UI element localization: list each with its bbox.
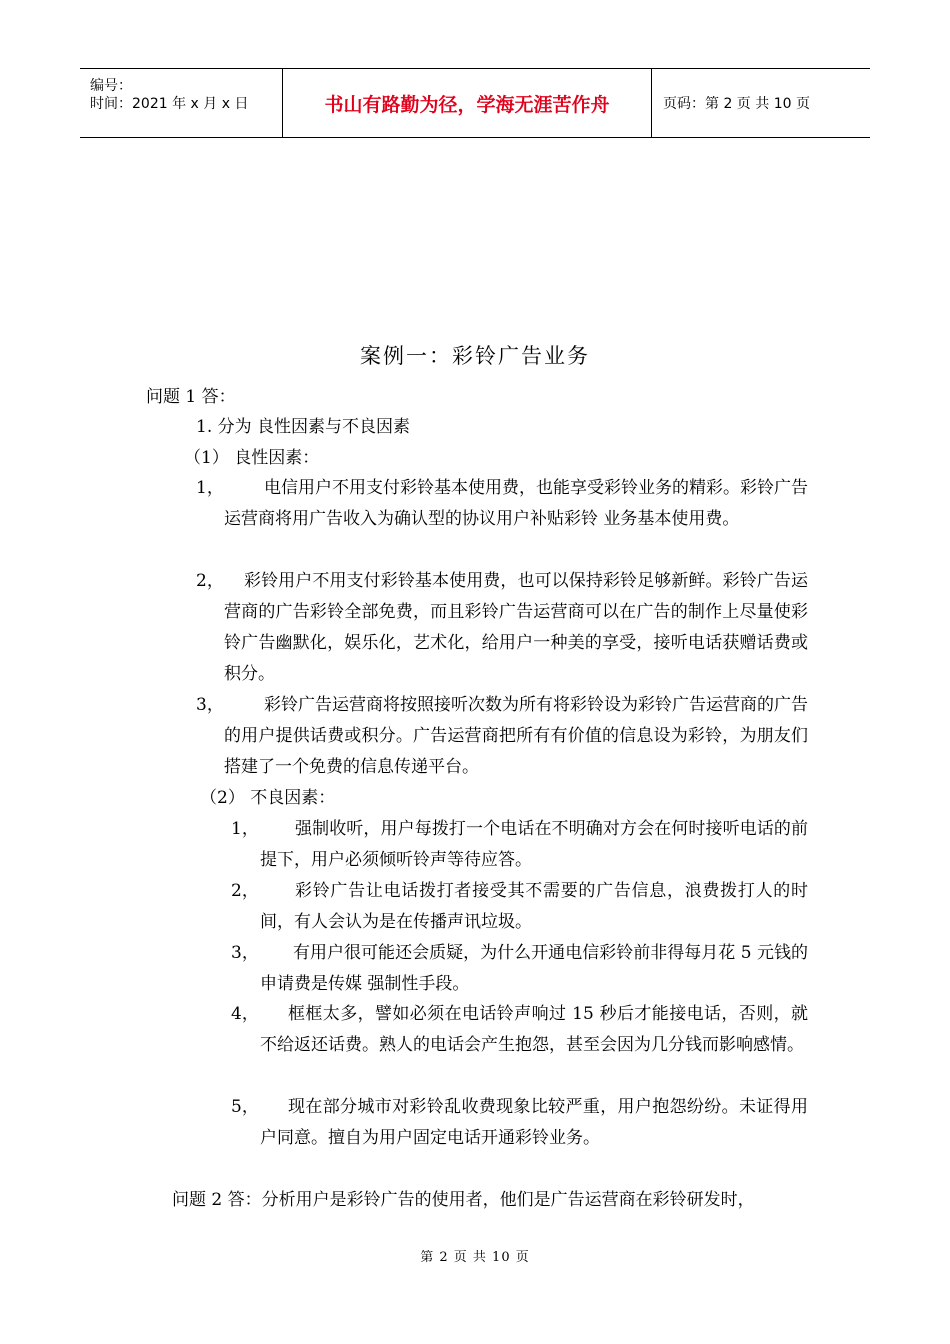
list-item-text: 现在部分城市对彩铃乱收费现象比较严重，用户抱怨纷纷。未证得用户同意。擅自为用户固定电话开通彩铃业务。 [260,1097,808,1148]
list-item-number: 2， [196,571,224,591]
list-item-text: 彩铃广告运营商将按照接听次数为所有将彩铃设为彩铃广告运营商的广告的用户提供话费或积分。广告运营商把所有有价值的信息设为彩铃，为朋友们搭建了一个免费的信息传递平台。 [224,695,808,777]
number-label: 编号： [90,78,132,94]
header-motto: 书山有路勤为径，学海无涯苦作舟 [283,69,652,137]
list-item-text: 彩铃广告让电话拨打者接受其不需要的广告信息，浪费拨打人的时间，有人会认为是在传播声讯垃圾。 [260,881,808,932]
question-2-line: 问题 2 答：分析用户是彩铃广告的使用者，他们是广告运营商在彩铃研发时， [172,1190,755,1210]
point-1: 1. 分为 良性因素与不良因素 [196,417,411,437]
list-item-number: 3， [196,695,224,715]
question-1-label: 问题 1 答： [146,387,236,407]
page-footer: 第 2 页 共 10 页 [420,1250,530,1265]
date-line: 时间：2021 年 x 月 x 日 [90,96,249,112]
page-header [80,68,870,138]
list-item-text: 框框太多，譬如必须在电话铃声响过 15 秒后才能接电话，否则，就不给返还话费。熟人的电话会产生抱怨，甚至会因为几分钱而影响感情。 [260,1004,808,1055]
header-page-info: 页码：第 2 页 共 10 页 [663,96,810,112]
list-item-text: 彩铃用户不用支付彩铃基本使用费，也可以保持彩铃足够新鲜。彩铃广告运营商的广告彩铃全部免费，而且彩铃广告运营商可以在广告的制作上尽量使彩铃广告幽默化，娱乐化，艺术化，给用户一种美的享受，接听电话获赠话费或积分。 [224,571,808,684]
list-item-number: 4， [231,1004,259,1024]
list-item-text: 有用户很可能还会质疑，为什么开通电信彩铃前非得每月花 5 元钱的申请费是传媒 强制性手段。 [260,943,808,994]
document-title: 案例一：彩铃广告业务 [360,344,590,368]
header-meta-cell [80,69,283,137]
list-item-number: 3， [231,943,259,963]
bad-factors-heading: （2） 不良因素： [200,788,336,808]
list-item-text: 强制收听，用户每拨打一个电话在不明确对方会在何时接听电话的前提下，用户必须倾听铃声等待应答。 [260,819,808,870]
list-item-number: 1， [231,819,259,839]
list-item-number: 1， [196,478,224,498]
good-factors-heading: （1） 良性因素： [184,448,320,468]
list-item-number: 5， [231,1097,259,1117]
list-item-number: 2， [231,881,259,901]
list-item-text: 电信用户不用支付彩铃基本使用费，也能享受彩铃业务的精彩。彩铃广告运营商将用广告收入为确认型的协议用户补贴彩铃 业务基本使用费。 [224,478,808,529]
